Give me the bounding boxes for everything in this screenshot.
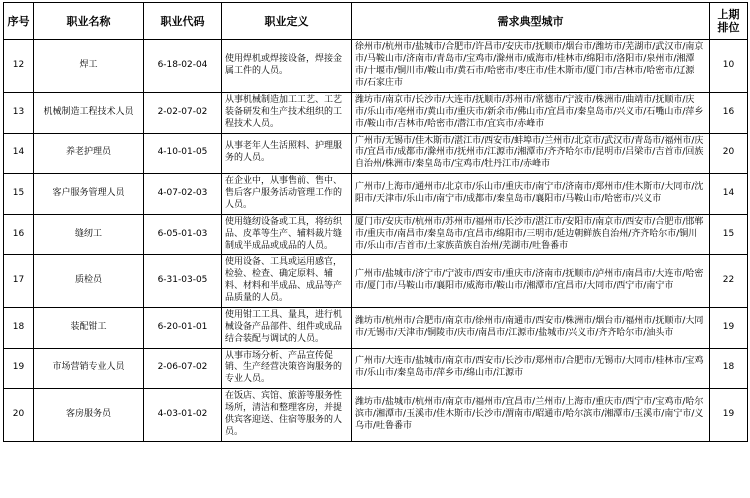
column-header-definition: 职业定义 [222,3,352,40]
cell-rank: 18 [710,348,748,389]
table-row [4,174,748,215]
cell-seq: 14 [4,133,34,174]
cell-occupation-code: 2-02-07-02 [144,92,222,133]
cell-occupation-code: 4-07-02-03 [144,174,222,215]
cell-occupation-name: 客户服务管理人员 [34,174,144,215]
cell-seq: 13 [4,92,34,133]
column-header-name: 职业名称 [34,3,144,40]
cell-cities: 广州市/大连市/盐城市/南京市/西安市/长沙市/郑州市/合肥市/无锡市/大同市/桂林市/宝鸡市/乐山市/秦皇岛市/萍乡市/绵山市/江源市 [352,348,710,389]
cell-cities: 广州市/盐城市/济宁市/宁波市/西安市/重庆市/济南市/抚顺市/泸州市/南昌市/大连市/哈密市/厦门市/马鞍山市/襄阳市/威海市/鞍山市/湘潭市/宜昌市/大同市/西宁市/南宁市 [352,255,710,308]
cell-seq: 17 [4,255,34,308]
table-row [4,92,748,133]
cell-seq: 16 [4,214,34,255]
cell-definition: 使用设备、工具或运用感官，检验、检查、确定原料、辅料、材料和半成品、成品等产品质量的人员。 [222,255,352,308]
cell-rank: 16 [710,92,748,133]
column-header-cities: 需求典型城市 [352,3,710,40]
cell-definition: 使用钳工工具、量具，进行机械设备产品部件、组件或成品结合装配与调试的人员。 [222,307,352,348]
cell-cities: 广州市/无锡市/佳木斯市/湛江市/西安市/蚌埠市/兰州市/北京市/武汉市/青岛市/福州市/庆市/宜昌市/成都市/滁州市/抚州市/江源市/湘潭市/齐齐哈尔市/昆明市/吕梁市/吉首市/回族自治州/株洲市/秦皇岛市/宝鸡市/牡丹江市/赤峰市 [352,133,710,174]
cell-definition: 在饭店、宾馆、旅游等服务性场所，清洁和整理客房，并提供宾客迎送、住宿等服务的人员。 [222,389,352,442]
table-row [4,133,748,174]
cell-seq: 18 [4,307,34,348]
cell-rank: 22 [710,255,748,308]
cell-cities: 潍坊市/盐城市/杭州市/南京市/福州市/宜昌市/兰州市/上海市/重庆市/西宁市/宝鸡市/哈尔滨市/湘潭市/玉溪市/佳木斯市/长沙市/渭南市/昭通市/哈尔滨市/湘潭市/玉溪市/南宁市/义乌市/吐鲁番市 [352,389,710,442]
cell-occupation-code: 6-05-01-03 [144,214,222,255]
cell-cities: 潍坊市/杭州市/合肥市/南京市/徐州市/南通市/西安市/株洲市/烟台市/福州市/抚顺市/大同市/无锡市/天津市/铜陵市/庆市/南昌市/江源市/盐城市/兴义市/齐齐哈尔市/油头市 [352,307,710,348]
cell-definition: 使用焊机或焊接设备，焊接金属工件的人员。 [222,40,352,93]
cell-rank: 19 [710,389,748,442]
cell-seq: 12 [4,40,34,93]
cell-seq: 15 [4,174,34,215]
cell-occupation-name: 机械制造工程技术人员 [34,92,144,133]
cell-definition: 从事老年人生活照料、护理服务的人员。 [222,133,352,174]
cell-cities: 厦门市/安庆市/杭州市/苏州市/福州市/长沙市/湛江市/安阳市/南京市/西安市/合肥市/邯郸市/重庆市/南昌市/秦皇岛市/宜昌市/绵阳市/三明市/延边朝鲜族自治州/齐齐哈尔市/铜川市/乐山市/吉首市/土家族苗族自治州/芜湖市/吐鲁番市 [352,214,710,255]
column-header-rank-line1: 上期 [717,8,740,21]
column-header-rank [710,3,748,40]
cell-cities: 潍坊市/南京市/长沙市/大连市/抚顺市/苏州市/常德市/宁波市/株洲市/曲靖市/抚顺市/庆市/乐山市/亳州市/黄山市/重庆市/新余市/佛山市/宜昌市/秦皇岛市/兴义市/石嘴山市/萍乡市/鞍山市/吉林市/哈密市/潜江市/宜宾市/赤峰市 [352,92,710,133]
cell-occupation-name: 养老护理员 [34,133,144,174]
cell-definition: 从事市场分析、产品宣传促销、生产经营决策咨询服务的专业人员。 [222,348,352,389]
cell-occupation-code: 6-31-03-05 [144,255,222,308]
cell-rank: 15 [710,214,748,255]
table-row [4,307,748,348]
cell-occupation-code: 2-06-07-02 [144,348,222,389]
table-row [4,389,748,442]
cell-rank: 10 [710,40,748,93]
table-row [4,214,748,255]
table-row [4,348,748,389]
column-header-rank-line2: 排位 [717,21,740,35]
cell-rank: 19 [710,307,748,348]
table-header-row [4,3,748,40]
cell-occupation-code: 6-20-01-01 [144,307,222,348]
table-body [4,40,748,441]
cell-occupation-name: 质检员 [34,255,144,308]
cell-occupation-name: 缝纫工 [34,214,144,255]
cell-cities: 广州市/上海市/通州市/北京市/乐山市/重庆市/南宁市/济南市/郑州市/佳木斯市/大同市/沈阳市/天津市/乐山市/南宁市/成都市/秦皇岛市/襄阳市/马鞍山市/哈密市/兴义市 [352,174,710,215]
cell-occupation-code: 4-03-01-02 [144,389,222,442]
cell-rank: 20 [710,133,748,174]
cell-occupation-name: 市场营销专业人员 [34,348,144,389]
cell-cities: 徐州市/杭州市/盐城市/合肥市/许昌市/安庆市/抚顺市/烟台市/潍坊市/芜湖市/武汉市/南京市/马鞍山市/济南市/青岛市/宝鸡市/滁州市/威海市/桂林市/绵阳市/洛阳市/泉州市/湘潭市/十堰市/铜川市/鞍山市/黄石市/哈密市/枣庄市/佳木斯市/厦门市/吉林市/哈密市/辽源市/石家庄市 [352,40,710,93]
cell-occupation-name: 装配钳工 [34,307,144,348]
cell-occupation-code: 4-10-01-05 [144,133,222,174]
cell-seq: 20 [4,389,34,442]
occupation-demand-table [3,2,748,442]
cell-definition: 从事机械制造加工工艺、工艺装备研发和生产技术组织的工程技术人员。 [222,92,352,133]
column-header-code: 职业代码 [144,3,222,40]
column-header-seq: 序号 [4,3,34,40]
table-header [4,3,748,40]
cell-rank: 14 [710,174,748,215]
table-row [4,255,748,308]
cell-occupation-code: 6-18-02-04 [144,40,222,93]
cell-occupation-name: 客房服务员 [34,389,144,442]
cell-definition: 在企业中，从事售前、售中、售后客户服务活动管理工作的人员。 [222,174,352,215]
table-row [4,40,748,93]
cell-definition: 使用缝纫设备或工具，将纺织品、皮革等生产、辅料裁片缝制成半成品或成品的人员。 [222,214,352,255]
cell-occupation-name: 焊工 [34,40,144,93]
cell-seq: 19 [4,348,34,389]
